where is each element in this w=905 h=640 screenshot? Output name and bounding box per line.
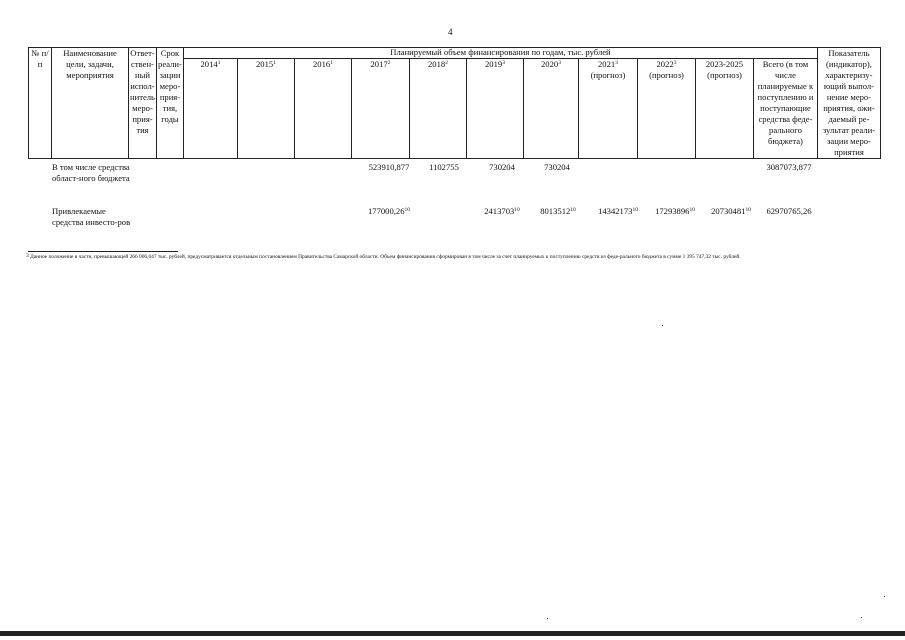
scan-speck <box>662 325 663 326</box>
financing-table-header <box>28 47 881 159</box>
bottom-rule <box>0 631 905 636</box>
row-regional-budget-total: 3087073,877 <box>766 162 812 172</box>
footnote <box>26 253 888 262</box>
col-year-2020: 2020$^3$ <box>523 59 578 159</box>
col-name: Наименование цели, задачи, мероприятия <box>52 48 129 159</box>
col-term: Срок реали-зации меро-прия-тия, годы <box>156 48 183 159</box>
row-investors-2022: 17293896$^{10}$ <box>655 206 695 216</box>
col-year-2022: 2022$^3$ (прогноз) <box>637 59 695 159</box>
col-year-2014: 2014$^1$ <box>183 59 237 159</box>
row-regional-budget-name: В том числе средства област-ного бюджета <box>52 162 130 183</box>
page-number: 4 <box>448 27 453 37</box>
scan-speck <box>547 618 548 619</box>
row-investors-2020: 8013512$^{10}$ <box>540 206 576 216</box>
row-investors-2017: 177000,26$^{10}$ <box>367 206 411 216</box>
col-year-2021: 2021$^3$ (прогноз) <box>578 59 637 159</box>
col-number: № п/п <box>29 48 52 159</box>
col-responsible: Ответ-ствен-ный испол-нитель меро-прия-тия <box>129 48 157 159</box>
footnote-rule <box>28 251 178 252</box>
row-investors-2023-2025: 20730481$^{10}$ <box>711 206 751 216</box>
col-indicator: Показатель (индикатор), характеризу-ющий выпол-нение меро-приятия, ожи-даемый ре-зультат реали-зации меро-приятия <box>817 48 880 159</box>
scan-speck <box>861 617 862 618</box>
row-regional-budget-2018: 1102755 <box>429 162 459 172</box>
col-financing-title: Планируемый объем финансирования по годам, тыс. рублей <box>183 48 817 59</box>
scan-speck <box>884 596 885 597</box>
row-investors-2019: 2413703$^{10}$ <box>484 206 520 216</box>
row-regional-budget-2017: 523910,877 <box>368 162 410 172</box>
row-investors-2021: 14342173$^{10}$ <box>598 206 638 216</box>
col-year-2016: 2016$^1$ <box>294 59 351 159</box>
col-year-2023-2025: 2023-2025 (прогноз) <box>695 59 753 159</box>
footnote-mark: 3 <box>26 253 29 259</box>
col-year-2015: 2015$^1$ <box>237 59 294 159</box>
row-regional-budget-2020: 730204 <box>544 162 570 172</box>
footnote-text: Данное положение в части, превышающей 266 006,047 тыс. рублей, предусматривается отдельным постановлением Правительства Самарской области. Объем финансирования сформирован в том числе за счет планируемых к поступлению средств из феде-рального бюджета в сумме 1 395 747,32 тыс. рублей. <box>30 254 741 260</box>
row-investors-total: 62970765,26 <box>766 206 812 216</box>
col-year-2018: 2018$^2$ <box>409 59 466 159</box>
row-investors-name: Привлекаемые средства инвесто-ров <box>52 206 131 227</box>
row-regional-budget-2019: 730204 <box>489 162 515 172</box>
col-total: Всего (в том числе планируемые к поступлению и поступающие средства феде-рального бюджета) <box>753 59 817 159</box>
col-year-2017: 2017$^2$ <box>351 59 409 159</box>
col-year-2019: 2019$^3$ <box>466 59 523 159</box>
